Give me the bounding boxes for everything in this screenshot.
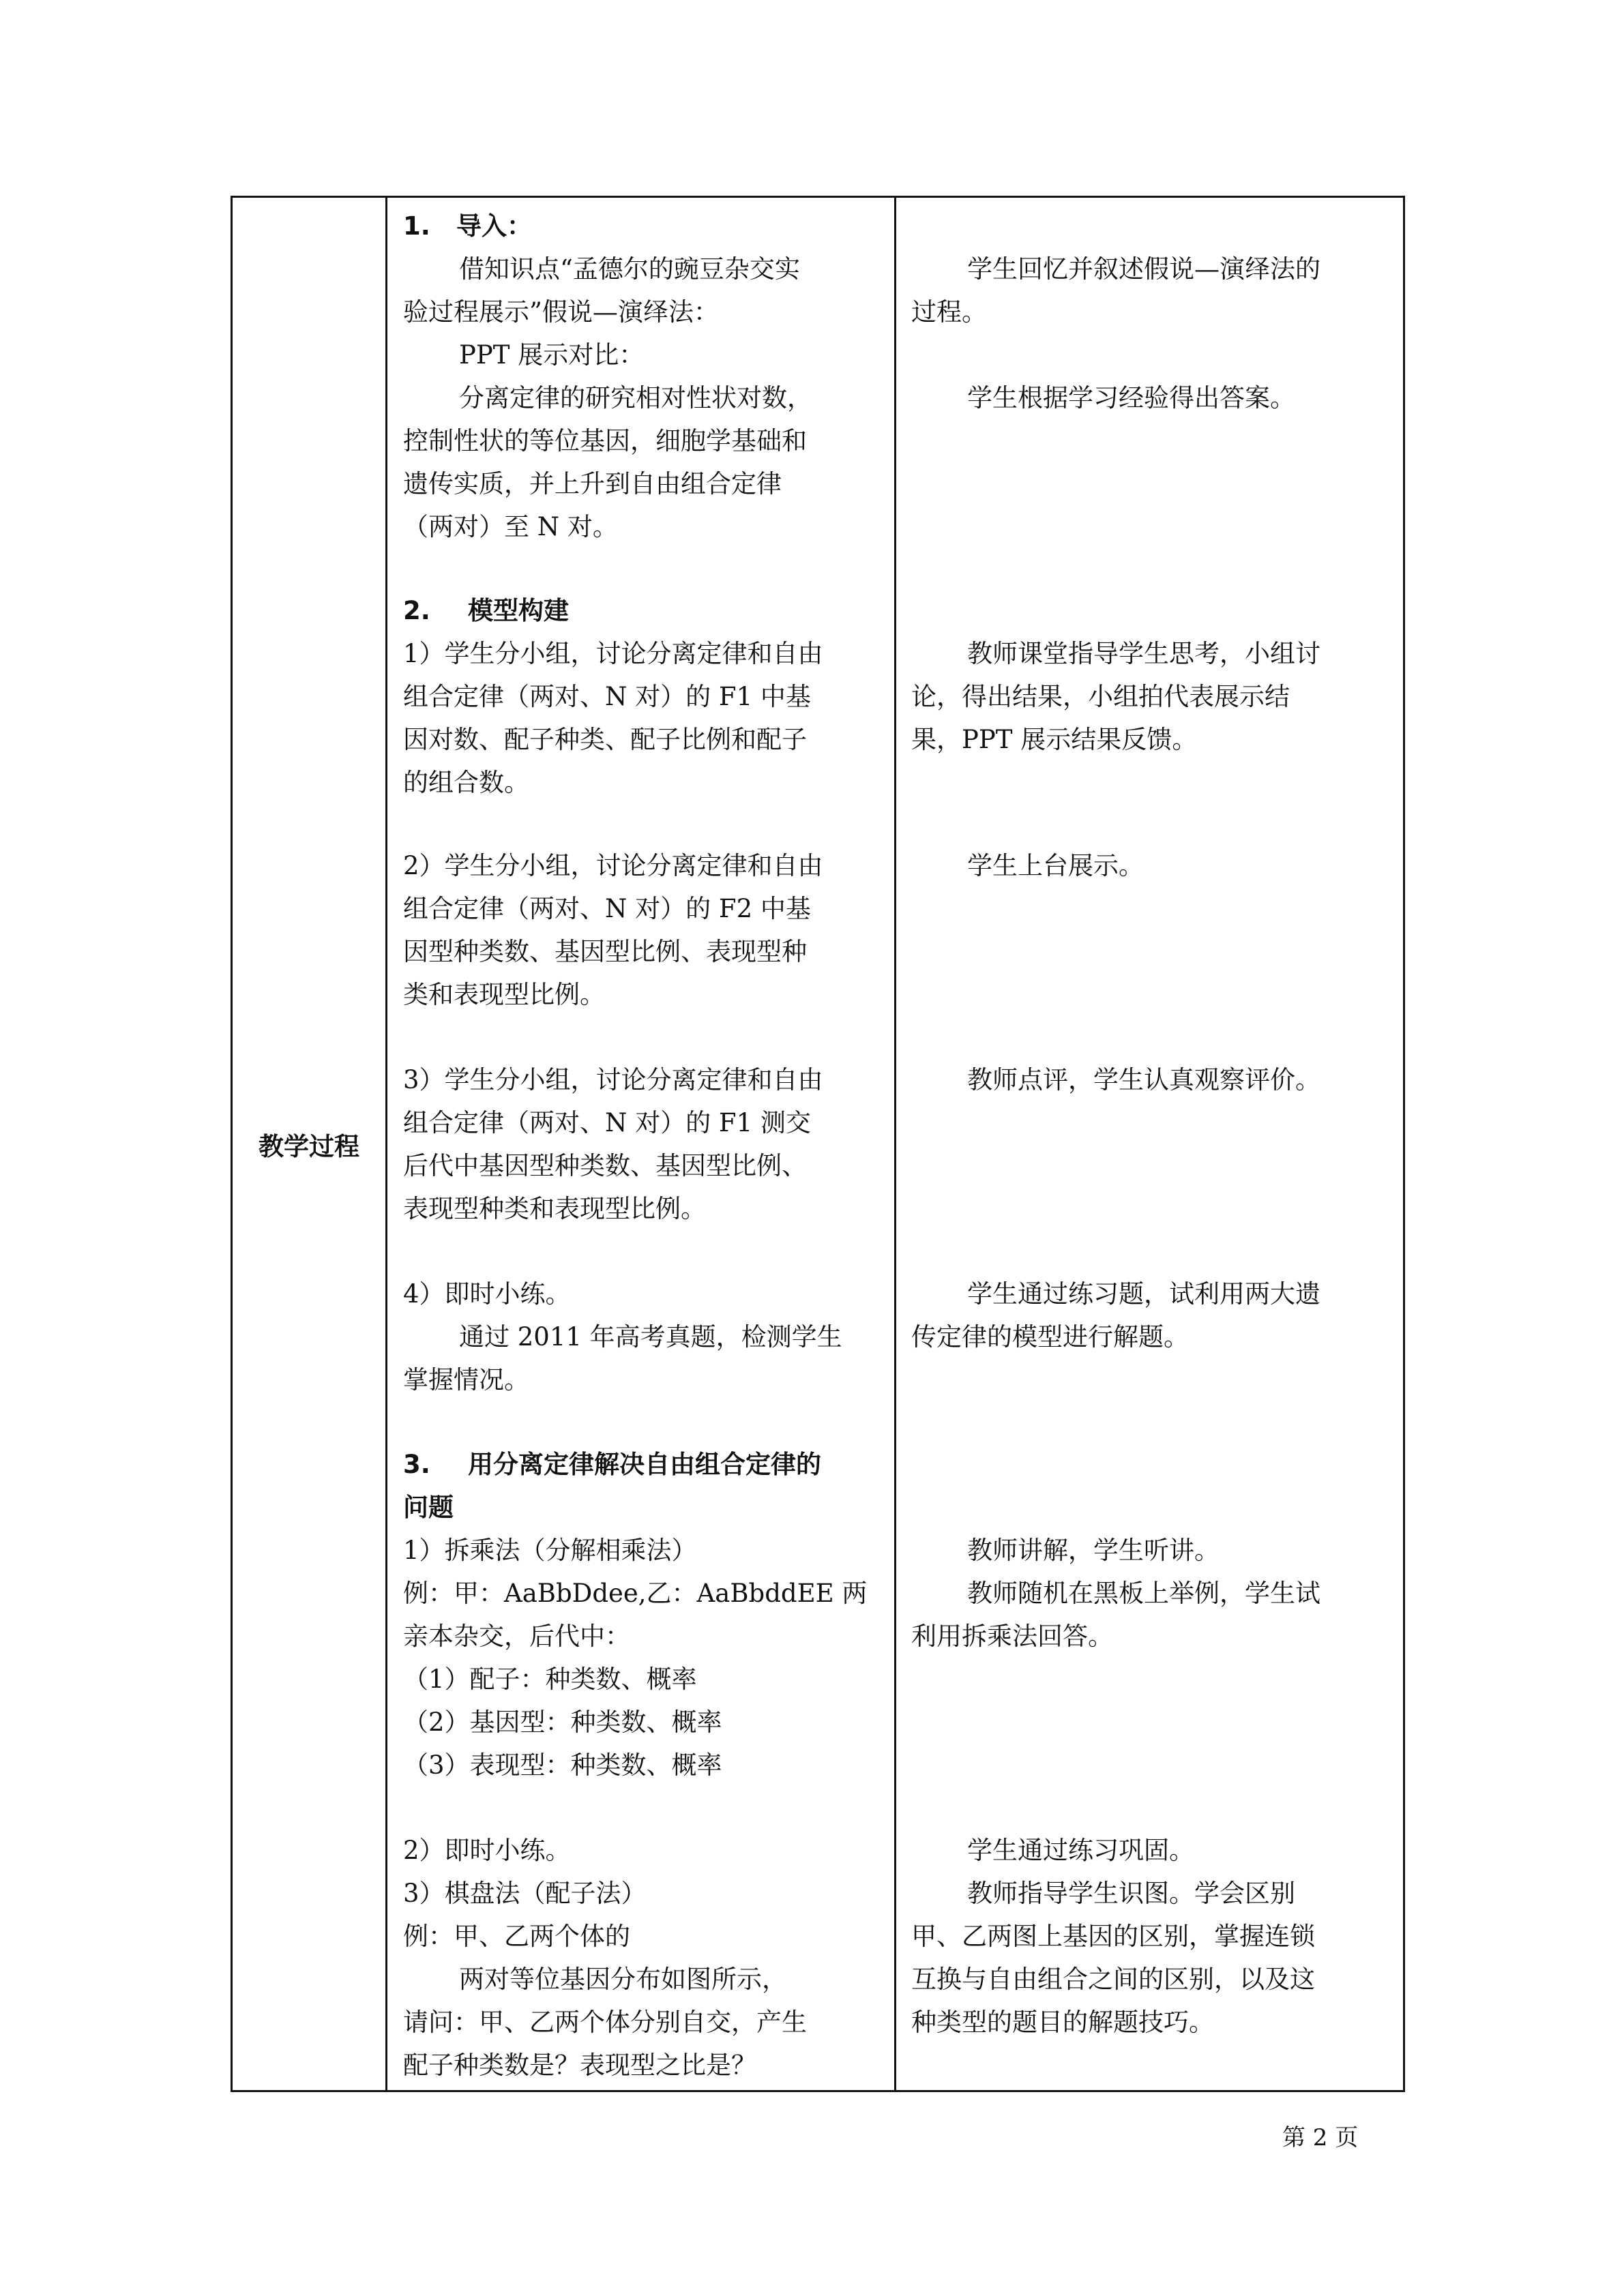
paragraph-line: 遗传实质，并上升到自由组合定律 — [403, 469, 782, 498]
paragraph-line: 请问：甲、乙两个体分别自交，产生 — [403, 2008, 807, 2037]
paragraph-line: （3）表现型：种类数、概率 — [403, 1750, 722, 1780]
paragraph-line: 学生回忆并叙述假说—演绎法的 — [967, 254, 1320, 284]
paragraph-line: 因型种类数、基因型比例、表现型种 — [403, 937, 807, 966]
paragraph-line: 例：甲、乙两个体的 — [403, 1922, 630, 1951]
section-heading: 2. 模型构建 — [403, 596, 569, 625]
section-heading-cont: 问题 — [403, 1493, 454, 1522]
paragraph-line: 学生通过练习巩固。 — [967, 1836, 1194, 1865]
paragraph-line: 互换与自由组合之间的区别，以及这 — [911, 1965, 1315, 1994]
paragraph-line: 的组合数。 — [403, 768, 529, 797]
paragraph-line: 学生根据学习经验得出答案。 — [967, 383, 1295, 413]
paragraph-line: 教师讲解，学生听讲。 — [967, 1536, 1220, 1565]
paragraph-line: PPT 展示对比： — [459, 340, 645, 370]
paragraph-line: 学生通过练习题，试利用两大遗 — [967, 1279, 1320, 1309]
paragraph-line: 果，PPT 展示结果反馈。 — [911, 725, 1198, 754]
paragraph-line: 验过程展示”假说—演绎法： — [403, 297, 719, 327]
paragraph-line: 例：甲：AaBbDdee,乙：AaBbddEE 两 — [403, 1579, 868, 1608]
paragraph-line: 学生上台展示。 — [967, 851, 1144, 880]
paragraph-line: （2）基因型：种类数、概率 — [403, 1708, 722, 1737]
paragraph-line: 教师指导学生识图。学会区别 — [967, 1879, 1295, 1908]
paragraph-line: 利用拆乘法回答。 — [911, 1622, 1113, 1651]
paragraph-line: 甲、乙两图上基因的区别，掌握连锁 — [911, 1922, 1315, 1951]
paragraph-line: 类和表现型比例。 — [403, 980, 605, 1009]
lesson-table — [231, 196, 1405, 2092]
row-label: 教学过程 — [259, 1131, 359, 1161]
section-heading: 1. 导入： — [403, 211, 532, 241]
paragraph-line: 通过 2011 年高考真题，检测学生 — [459, 1322, 842, 1352]
paragraph-line: 3）学生分小组，讨论分离定律和自由 — [403, 1065, 823, 1094]
paragraph-line: 分离定律的研究相对性状对数， — [459, 383, 812, 413]
page-number: 第 2 页 — [1282, 2124, 1359, 2151]
paragraph-line: 掌握情况。 — [403, 1365, 529, 1395]
paragraph-line: 借知识点“孟德尔的豌豆杂交实 — [459, 254, 800, 284]
paragraph-line: 教师随机在黑板上举例，学生试 — [967, 1579, 1320, 1608]
paragraph-line: 后代中基因型种类数、基因型比例、 — [403, 1151, 807, 1180]
paragraph-line: 3）棋盘法（配子法） — [403, 1879, 647, 1908]
paragraph-line: 传定律的模型进行解题。 — [911, 1322, 1189, 1352]
paragraph-line: （1）配子：种类数、概率 — [403, 1665, 697, 1694]
paragraph-line: 4）即时小练。 — [403, 1279, 571, 1309]
row-label-cell — [233, 198, 385, 2090]
paragraph-line: 过程。 — [911, 297, 987, 327]
paragraph-line: 2）即时小练。 — [403, 1836, 571, 1865]
paragraph-line: 种类型的题目的解题技巧。 — [911, 2008, 1214, 2037]
paragraph-line: 1）学生分小组，讨论分离定律和自由 — [403, 639, 823, 668]
paragraph-line: 1）拆乘法（分解相乘法） — [403, 1536, 697, 1565]
paragraph-line: 亲本杂交，后代中： — [403, 1622, 630, 1651]
section-heading: 3. 用分离定律解决自由组合定律的 — [403, 1450, 821, 1479]
paragraph-line: 组合定律（两对、N 对）的 F1 中基 — [403, 682, 811, 711]
paragraph-line: 教师点评，学生认真观察评价。 — [967, 1065, 1320, 1094]
paragraph-line: 表现型种类和表现型比例。 — [403, 1194, 706, 1223]
column-divider — [385, 198, 387, 2090]
paragraph-line: （两对）至 N 对。 — [403, 512, 618, 541]
paragraph-line: 控制性状的等位基因，细胞学基础和 — [403, 426, 807, 456]
paragraph-line: 组合定律（两对、N 对）的 F1 测交 — [403, 1108, 811, 1137]
paragraph-line: 组合定律（两对、N 对）的 F2 中基 — [403, 894, 811, 923]
paragraph-line: 2）学生分小组，讨论分离定律和自由 — [403, 851, 823, 880]
paragraph-line: 论，得出结果，小组拍代表展示结 — [911, 682, 1290, 711]
column-divider — [894, 198, 896, 2090]
paragraph-line: 教师课堂指导学生思考，小组讨 — [967, 639, 1320, 668]
paragraph-line: 配子种类数是？表现型之比是？ — [403, 2051, 756, 2080]
paragraph-line: 因对数、配子种类、配子比例和配子 — [403, 725, 807, 754]
paragraph-line: 两对等位基因分布如图所示， — [459, 1965, 787, 1994]
